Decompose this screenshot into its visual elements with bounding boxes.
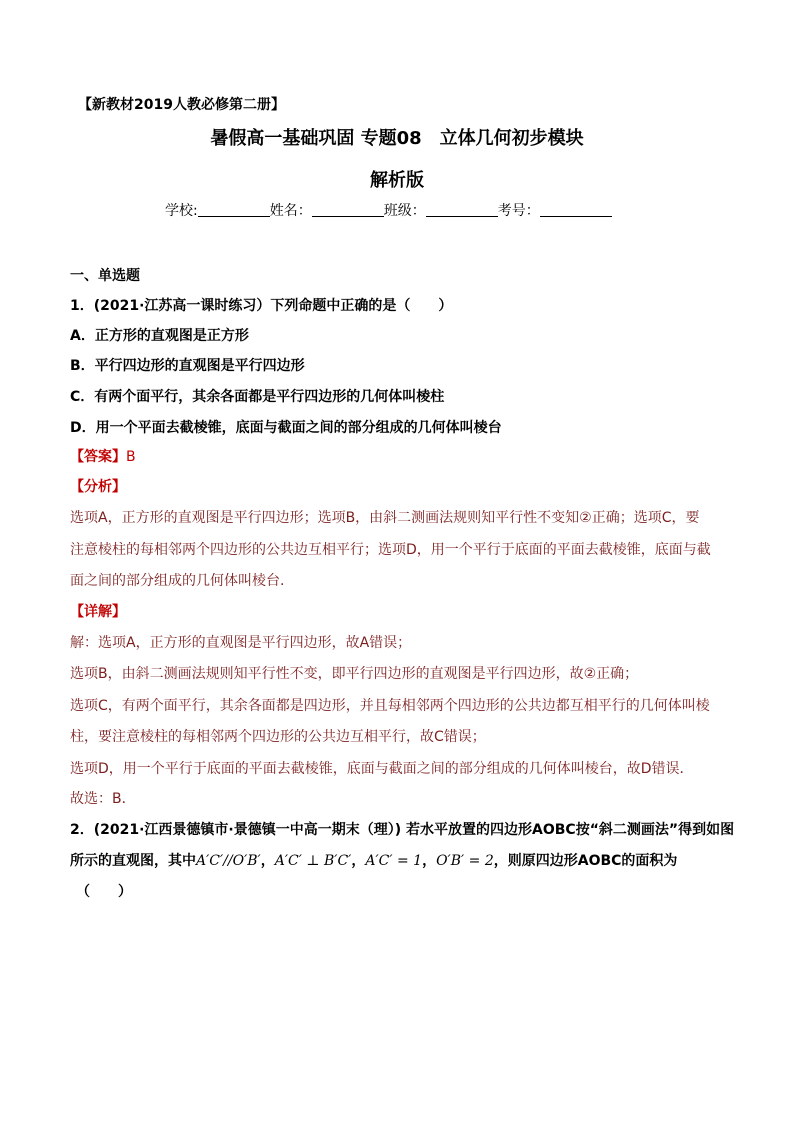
field-school-label: 学校: [165, 203, 198, 219]
q2-stem-line3: （ ） [76, 884, 132, 900]
q2-cond-ob-length: O′B′ = 2 [436, 853, 494, 869]
detail-line: 柱，要注意棱柱的每相邻两个四边形的公共边互相平行，故C错误； [70, 729, 486, 745]
q2-cond-ac-length: A′C′ = 1 [365, 853, 423, 869]
q2-stem-line1: 2．(2021·江西景德镇市·景德镇一中高一期末（理）) 若水平放置的四边形AOBC按“斜二测画法”得到如图 [70, 822, 735, 838]
q2-lead: 所示的直观图，其中 [70, 853, 196, 869]
q1-stem: 1．(2021·江苏高一课时练习）下列命题中正确的是（ ） [70, 298, 453, 314]
q2-stem-line2: 所示的直观图，其中A′C′//O′B′，A′C′ ⊥ B′C′，A′C′ = 1，O′B′ = 2，则原四边形AOBC的面积为 [70, 853, 678, 869]
doc-title: 暑假高一基础巩固 专题08 立体几何初步模块 [210, 128, 584, 149]
detail-line: 故选：B． [70, 791, 136, 807]
analysis-line: 面之间的部分组成的几何体叫棱台. [70, 573, 285, 589]
field-school-blank [198, 202, 270, 217]
field-name-label: 姓名： [269, 203, 312, 219]
field-name-blank [312, 202, 384, 217]
doc-subtitle: 解析版 [370, 170, 424, 191]
field-number-blank [540, 202, 612, 217]
q1-option-a: A．正方形的直观图是正方形 [70, 328, 249, 344]
detail-line: 解：选项A，正方形的直观图是平行四边形，故A错误； [70, 635, 412, 651]
detail-line: 选项C，有两个面平行，其余各面都是四边形，并且每相邻两个四边形的公共边都互相平行的几何体叫棱 [70, 698, 710, 714]
q2-tail: ，则原四边形AOBC的面积为 [493, 853, 678, 869]
field-class-label: 班级： [383, 203, 426, 219]
answer-label: 【答案】 [70, 449, 126, 465]
field-number-label: 考号： [497, 203, 540, 219]
analysis-line: 注意棱柱的每相邻两个四边形的公共边互相平行；选项D，用一个平行于底面的平面去截棱锥，底面与截 [70, 542, 711, 558]
answer-value: B [126, 449, 136, 465]
detail-line: 选项B，由斜二测画法规则知平行性不变，即平行四边形的直观图是平行四边形，故②正确； [70, 666, 639, 682]
q1-option-c: C．有两个面平行，其余各面都是平行四边形的几何体叫棱柱 [70, 389, 445, 405]
q2-cond-parallel: A′C′//O′B′ [196, 853, 261, 869]
analysis-label: 【分析】 [70, 479, 126, 495]
detail-line: 选项D，用一个平行于底面的平面去截棱锥，底面与截面之间的部分组成的几何体叫棱台，故D错误． [70, 761, 694, 777]
q1-option-d: D．用一个平面去截棱锥，底面与截面之间的部分组成的几何体叫棱台 [70, 420, 502, 436]
section-title: 一、单选题 [70, 268, 140, 284]
q1-answer [70, 447, 136, 467]
field-class-blank [426, 202, 498, 217]
material-tag: 【新教材2019人教必修第二册】 [78, 97, 285, 113]
detail-label: 【详解】 [70, 604, 126, 620]
q1-option-b: B．平行四边形的直观图是平行四边形 [70, 358, 305, 374]
analysis-line: 选项A，正方形的直观图是平行四边形；选项B，由斜二测画法规则知平行性不变知②正确；选项C，要 [70, 510, 700, 526]
info-fields [165, 201, 612, 221]
q2-cond-perpendicular: A′C′ ⊥ B′C′ [274, 853, 352, 869]
